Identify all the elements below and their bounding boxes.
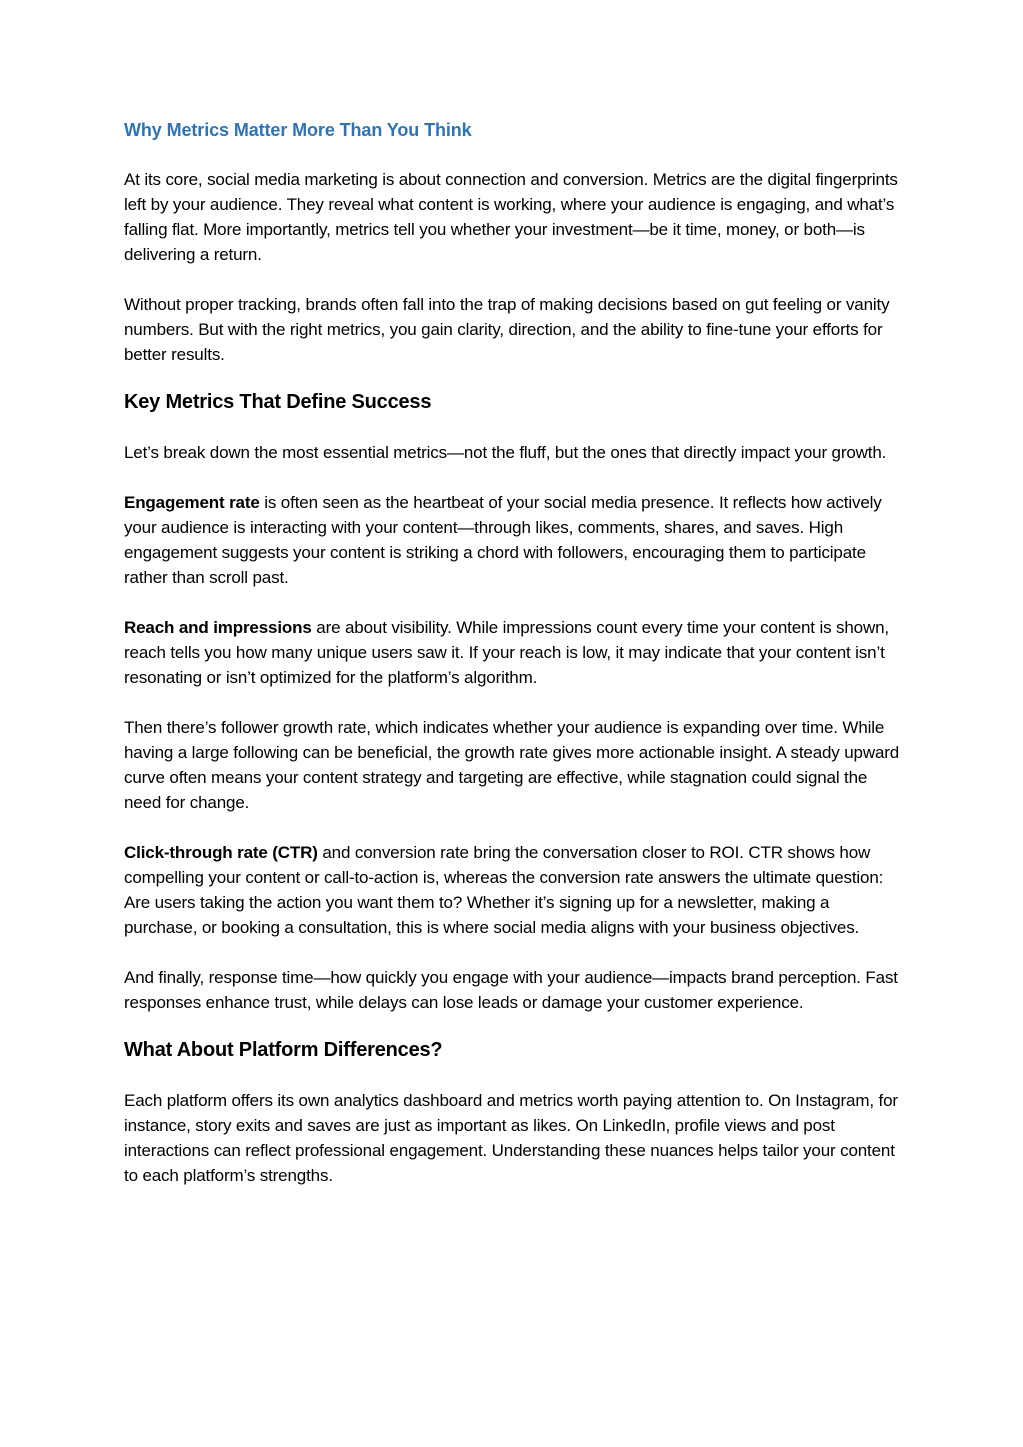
section-heading-platform-differences: What About Platform Differences?	[124, 1039, 443, 1061]
engagement-description: is often seen as the heartbeat of your social media presence. It reflects how actively your audience is interacting with your content—through likes, comments, shares, and saves. High engagement suggests your content is striking a chord with followers, encouraging them to participate rather than scroll past.	[124, 493, 882, 587]
paragraph-engagement	[124, 490, 904, 590]
paragraph-reach	[124, 615, 904, 690]
term-reach-impressions: Reach and impressions	[124, 618, 312, 637]
paragraph-core: At its core, social media marketing is about connection and conversion. Metrics are the digital fingerprints left by your audience. They reveal what content is working, where your audience is engaging, and what’s falling flat. More importantly, metrics tell you whether your investment—be it time, money, or both—is delivering a return.	[124, 170, 898, 264]
document-page	[124, 118, 904, 1213]
paragraph-tracking: Without proper tracking, brands often fall into the trap of making decisions based on gut feeling or vanity numbers. But with the right metrics, you gain clarity, direction, and the ability to fine-tune your efforts for better results.	[124, 295, 890, 364]
ctr-description: and conversion rate bring the conversation closer to ROI. CTR shows how compelling your content or call-to-action is, whereas the conversion rate answers the ultimate question: Are users taking the action you want them to? Whether it’s signing up for a newsletter, making a purchase, or booking a consultation, this is where social media aligns with your business objectives.	[124, 843, 884, 937]
paragraph-response-time: And finally, response time—how quickly you engage with your audience—impacts brand perception. Fast responses enhance trust, while delays can lose leads or damage your customer experience.	[124, 968, 898, 1012]
section-heading-key-metrics: Key Metrics That Define Success	[124, 391, 432, 413]
reach-description: are about visibility. While impressions count every time your content is shown, reach tells you how many unique users saw it. If your reach is low, it may indicate that your content isn’t resonating or isn’t optimized for the platform’s algorithm.	[124, 618, 889, 687]
paragraph-intro: Let’s break down the most essential metrics—not the fluff, but the ones that directly impact your growth.	[124, 443, 887, 462]
paragraph-ctr	[124, 840, 904, 940]
paragraph-follower-growth: Then there’s follower growth rate, which indicates whether your audience is expanding over time. While having a large following can be beneficial, the growth rate gives more actionable insight. A steady upward curve often means your content strategy and targeting are effective, while stagnation could signal the need for change.	[124, 718, 900, 812]
paragraph-platforms: Each platform offers its own analytics dashboard and metrics worth paying attention to. On Instagram, for instance, story exits and saves are just as important as likes. On LinkedIn, profile views and post interactions can reflect professional engagement. Understanding these nuances helps tailor your content to each platform’s strengths.	[124, 1091, 898, 1185]
term-ctr: Click-through rate (CTR)	[124, 843, 318, 862]
section-heading-why-metrics: Why Metrics Matter More Than You Think	[124, 120, 472, 140]
term-engagement-rate: Engagement rate	[124, 493, 260, 512]
